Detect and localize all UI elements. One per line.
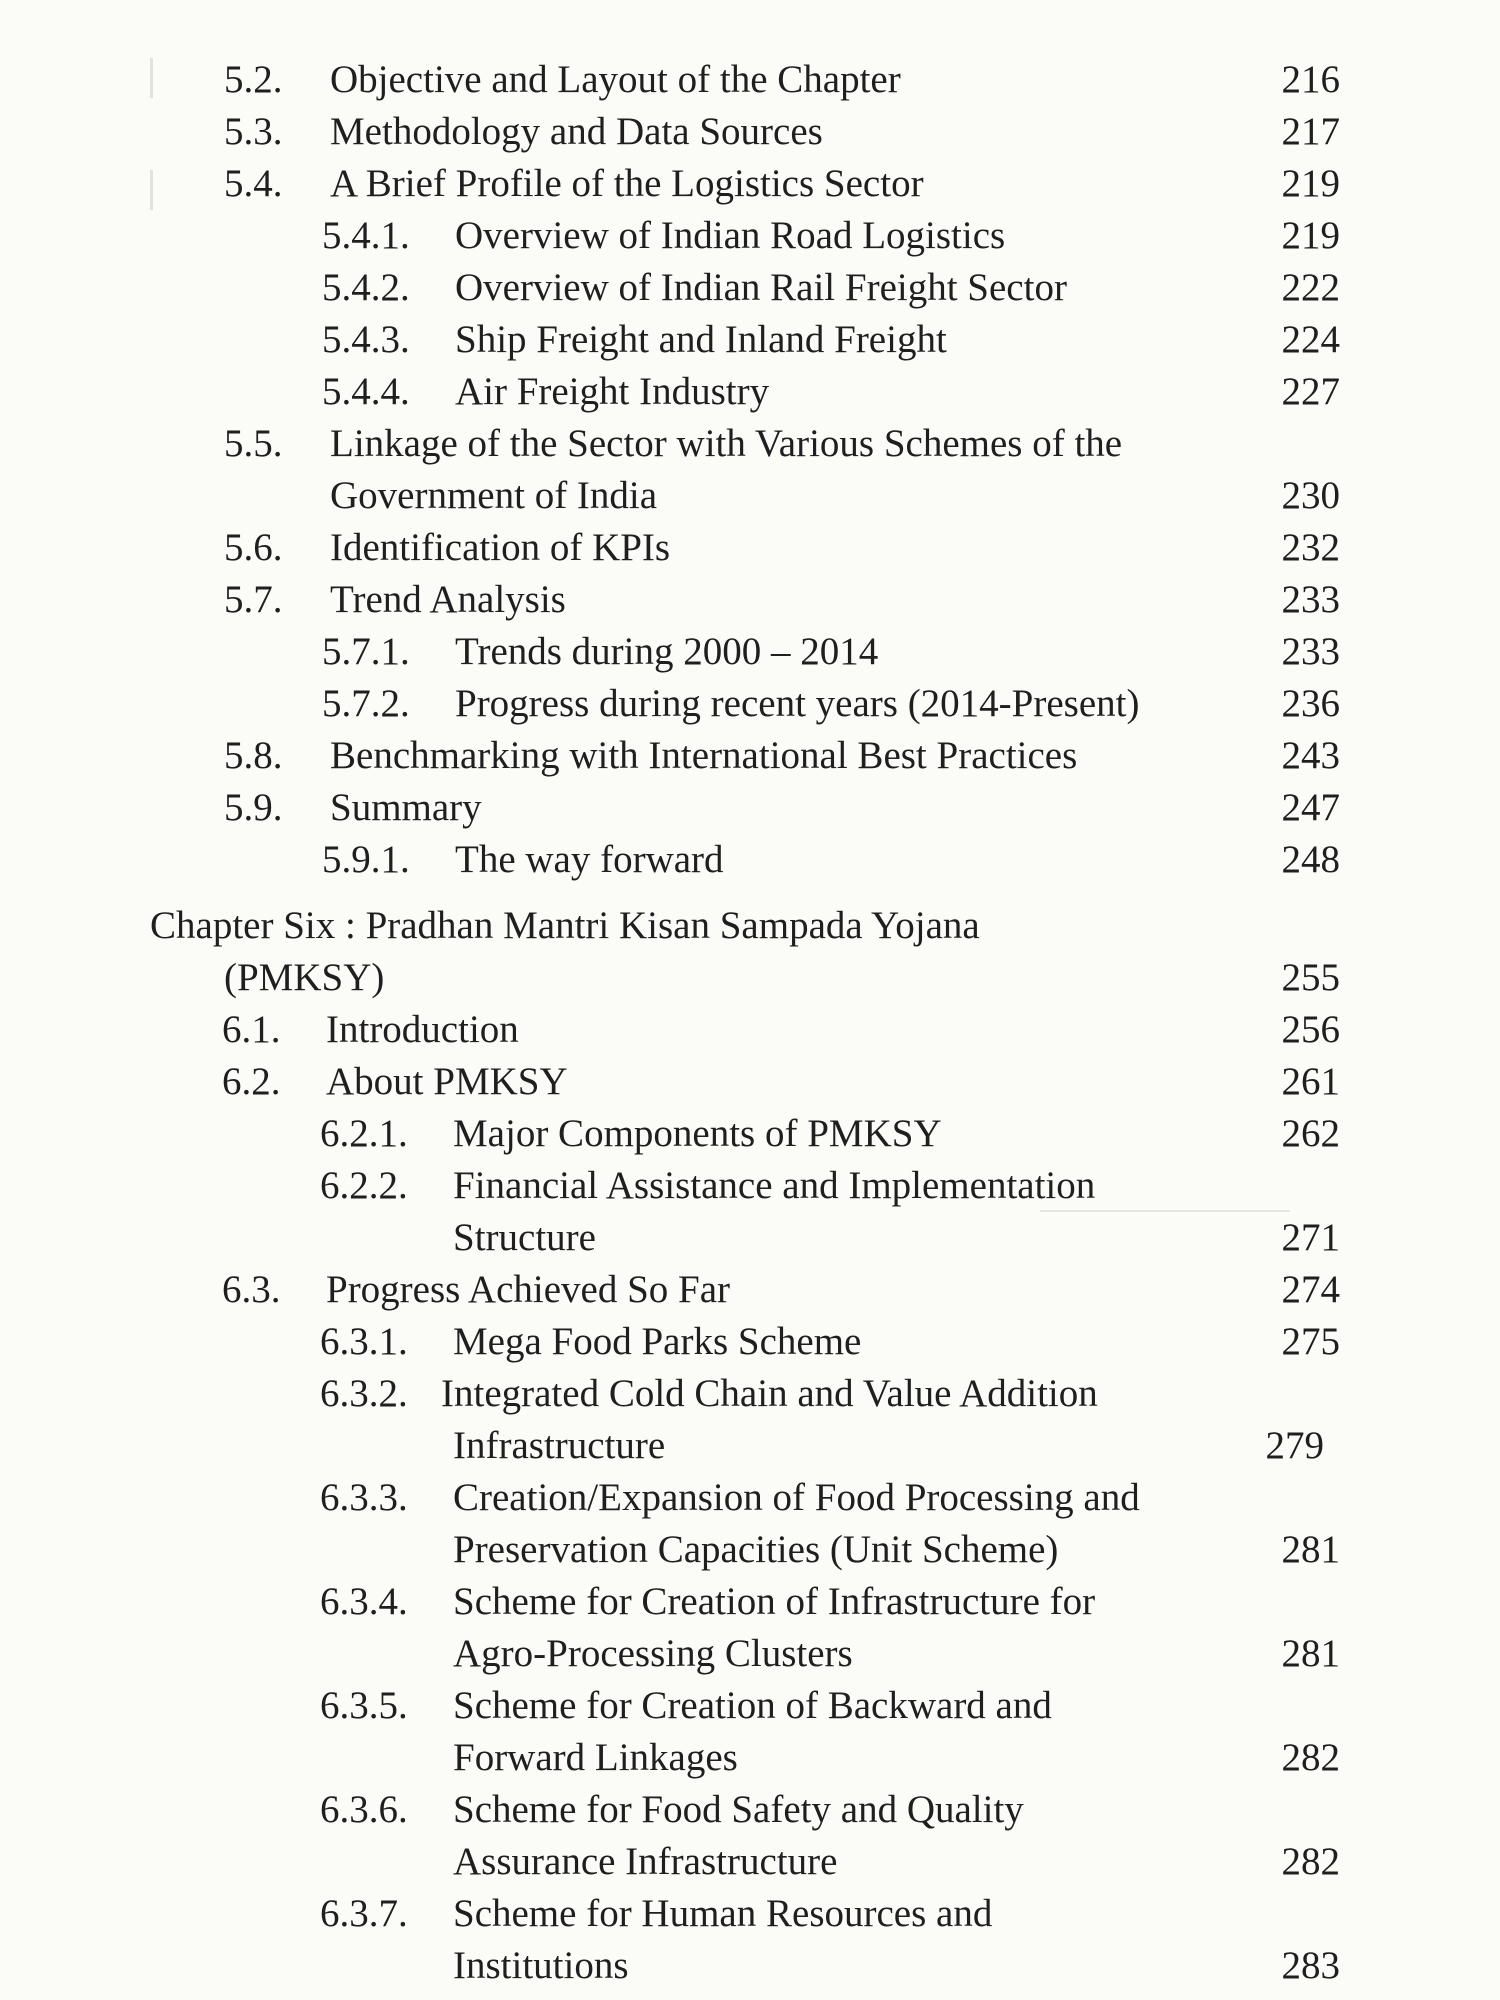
toc-entry-6-2-2[interactable]: [0, 1160, 1500, 1212]
section-number: 6.3.1.: [320, 1320, 408, 1363]
toc-entry-6-3-4[interactable]: [0, 1576, 1500, 1628]
toc-entry-6-3-7-cont[interactable]: [0, 1940, 1500, 1992]
page-number: 247: [1281, 786, 1340, 829]
section-title: Trends during 2000 – 2014: [455, 630, 879, 673]
section-title: Progress Achieved So Far: [326, 1268, 731, 1311]
section-title-continued: Institutions: [453, 1944, 629, 1987]
page-number: 261: [1281, 1060, 1340, 1103]
page-number: 271: [1281, 1216, 1340, 1259]
page-number: 281: [1281, 1528, 1340, 1571]
toc-entry-5-5-cont[interactable]: [0, 470, 1500, 522]
page-number: 233: [1281, 578, 1340, 621]
page-number: 281: [1281, 1632, 1340, 1675]
section-number: 6.3.7.: [320, 1892, 408, 1935]
section-number: 6.3.: [222, 1268, 281, 1311]
toc-entry-6-3-5-cont[interactable]: [0, 1732, 1500, 1784]
page-number: 255: [1281, 956, 1340, 999]
section-title: Integrated Cold Chain and Value Addition: [441, 1372, 1098, 1415]
section-number: 6.3.4.: [320, 1580, 408, 1623]
toc-entry-6-3-6[interactable]: [0, 1784, 1500, 1836]
toc-entry-5-9-1[interactable]: [0, 834, 1500, 886]
section-number: 6.2.1.: [320, 1112, 408, 1155]
toc-entry-5-3[interactable]: [0, 106, 1500, 158]
page-number: 282: [1281, 1736, 1340, 1779]
page-number: 243: [1281, 734, 1340, 777]
section-title: Trend Analysis: [330, 578, 566, 621]
toc-entry-6-3-2[interactable]: [0, 1368, 1500, 1420]
page-number: 248: [1281, 838, 1340, 881]
toc-entry-6-1[interactable]: [0, 1004, 1500, 1056]
section-title: A Brief Profile of the Logistics Sector: [330, 162, 924, 205]
toc-entry-5-4[interactable]: [0, 158, 1500, 210]
section-number: 5.7.1.: [322, 630, 410, 673]
toc-entry-6-2-1[interactable]: [0, 1108, 1500, 1160]
section-number: 6.3.6.: [320, 1788, 408, 1831]
page-number: 227: [1281, 370, 1340, 413]
toc-entry-5-8[interactable]: [0, 730, 1500, 782]
section-title: Ship Freight and Inland Freight: [455, 318, 947, 361]
section-number: 5.2.: [224, 58, 283, 101]
page-number: 279: [1265, 1424, 1324, 1467]
page-number: 233: [1281, 630, 1340, 673]
section-title: The way forward: [455, 838, 724, 881]
section-number: 5.4.3.: [322, 318, 410, 361]
section-title-continued: Government of India: [330, 474, 658, 517]
section-title: Objective and Layout of the Chapter: [330, 58, 901, 101]
section-title: Identification of KPIs: [330, 526, 671, 569]
toc-entry-5-6[interactable]: [0, 522, 1500, 574]
section-number: 5.6.: [224, 526, 283, 569]
section-number: 6.3.2.: [320, 1372, 408, 1415]
toc-entry-6-3-5[interactable]: [0, 1680, 1500, 1732]
section-title: Summary: [330, 786, 482, 829]
section-title-continued: Infrastructure: [453, 1424, 666, 1467]
toc-entry-6-2-2-cont[interactable]: [0, 1212, 1500, 1264]
section-title: Major Components of PMKSY: [453, 1112, 942, 1155]
toc-entry-5-9[interactable]: [0, 782, 1500, 834]
section-title: Progress during recent years (2014-Present): [455, 682, 1140, 725]
toc-entry-6-3-7[interactable]: [0, 1888, 1500, 1940]
page-number: 224: [1281, 318, 1340, 361]
toc-entry-5-7[interactable]: [0, 574, 1500, 626]
section-title: Methodology and Data Sources: [330, 110, 823, 153]
section-title-continued: Forward Linkages: [453, 1736, 738, 1779]
page-number: 262: [1281, 1112, 1340, 1155]
section-number: 5.4.: [224, 162, 283, 205]
section-title: Scheme for Creation of Backward and: [453, 1684, 1052, 1727]
section-title: Overview of Indian Rail Freight Sector: [455, 266, 1067, 309]
section-title: Mega Food Parks Scheme: [453, 1320, 862, 1363]
section-title: Financial Assistance and Implementation: [453, 1164, 1096, 1207]
toc-entry-5-5[interactable]: [0, 418, 1500, 470]
section-number: 6.2.2.: [320, 1164, 408, 1207]
page-number: 216: [1281, 58, 1340, 101]
section-title: Benchmarking with International Best Practices: [330, 734, 1078, 777]
toc-entry-5-4-1[interactable]: [0, 210, 1500, 262]
toc-entry-6-3-3[interactable]: [0, 1472, 1500, 1524]
section-number: 6.1.: [222, 1008, 281, 1051]
toc-entry-6-2[interactable]: [0, 1056, 1500, 1108]
toc-entry-6-3-1[interactable]: [0, 1316, 1500, 1368]
section-title: Introduction: [326, 1008, 519, 1051]
chapter-title: Chapter Six : Pradhan Mantri Kisan Sampada Yojana: [150, 904, 980, 947]
section-number: 5.4.4.: [322, 370, 410, 413]
section-title: Scheme for Food Safety and Quality: [453, 1788, 1024, 1831]
section-title: Linkage of the Sector with Various Schemes of the: [330, 422, 1123, 465]
section-title-continued: Preservation Capacities (Unit Scheme): [453, 1528, 1059, 1571]
toc-entry-5-4-4[interactable]: [0, 366, 1500, 418]
section-number: 5.5.: [224, 422, 283, 465]
page-number: 275: [1281, 1320, 1340, 1363]
page-number: 256: [1281, 1008, 1340, 1051]
page-number: 217: [1281, 110, 1340, 153]
page-number: 236: [1281, 682, 1340, 725]
page-number: 219: [1281, 162, 1340, 205]
page-number: 283: [1281, 1944, 1340, 1987]
section-number: 5.9.1.: [322, 838, 410, 881]
page-number: 219: [1281, 214, 1340, 257]
section-number: 6.2.: [222, 1060, 281, 1103]
section-number: 5.3.: [224, 110, 283, 153]
section-title: Scheme for Creation of Infrastructure for: [453, 1580, 1096, 1623]
section-title: Overview of Indian Road Logistics: [455, 214, 1006, 257]
toc-entry-5-4-3[interactable]: [0, 314, 1500, 366]
page-number: 282: [1281, 1840, 1340, 1883]
section-number: 5.4.2.: [322, 266, 410, 309]
section-number: 6.3.5.: [320, 1684, 408, 1727]
chapter-title-continued: (PMKSY): [224, 956, 385, 999]
toc-entry-6-3-3-cont[interactable]: [0, 1524, 1500, 1576]
section-number: 5.7.: [224, 578, 283, 621]
section-title-continued: Structure: [453, 1216, 596, 1259]
page-number: 230: [1281, 474, 1340, 517]
toc-entry-5-7-1[interactable]: [0, 626, 1500, 678]
section-number: 6.3.3.: [320, 1476, 408, 1519]
toc-entry-6-3-6-cont[interactable]: [0, 1836, 1500, 1888]
page-number: 222: [1281, 266, 1340, 309]
page-number: 274: [1281, 1268, 1340, 1311]
section-title: Air Freight Industry: [455, 370, 770, 413]
section-title-continued: Assurance Infrastructure: [453, 1840, 838, 1883]
toc-entry-5-2[interactable]: [0, 54, 1500, 106]
section-title: Scheme for Human Resources and: [453, 1892, 993, 1935]
page-number: 232: [1281, 526, 1340, 569]
toc-chapter-six-heading-cont[interactable]: [0, 952, 1500, 1004]
toc-entry-5-4-2[interactable]: [0, 262, 1500, 314]
section-number: 5.7.2.: [322, 682, 410, 725]
toc-chapter-six-heading[interactable]: [0, 900, 1500, 952]
section-title-continued: Agro-Processing Clusters: [453, 1632, 853, 1675]
section-number: 5.8.: [224, 734, 283, 777]
section-title: Creation/Expansion of Food Processing and: [453, 1476, 1140, 1519]
section-title: About PMKSY: [326, 1060, 568, 1103]
toc-entry-6-3[interactable]: [0, 1264, 1500, 1316]
section-number: 5.4.1.: [322, 214, 410, 257]
toc-entry-6-3-4-cont[interactable]: [0, 1628, 1500, 1680]
section-number: 5.9.: [224, 786, 283, 829]
toc-entry-6-3-2-cont[interactable]: [0, 1420, 1500, 1472]
toc-entry-5-7-2[interactable]: [0, 678, 1500, 730]
